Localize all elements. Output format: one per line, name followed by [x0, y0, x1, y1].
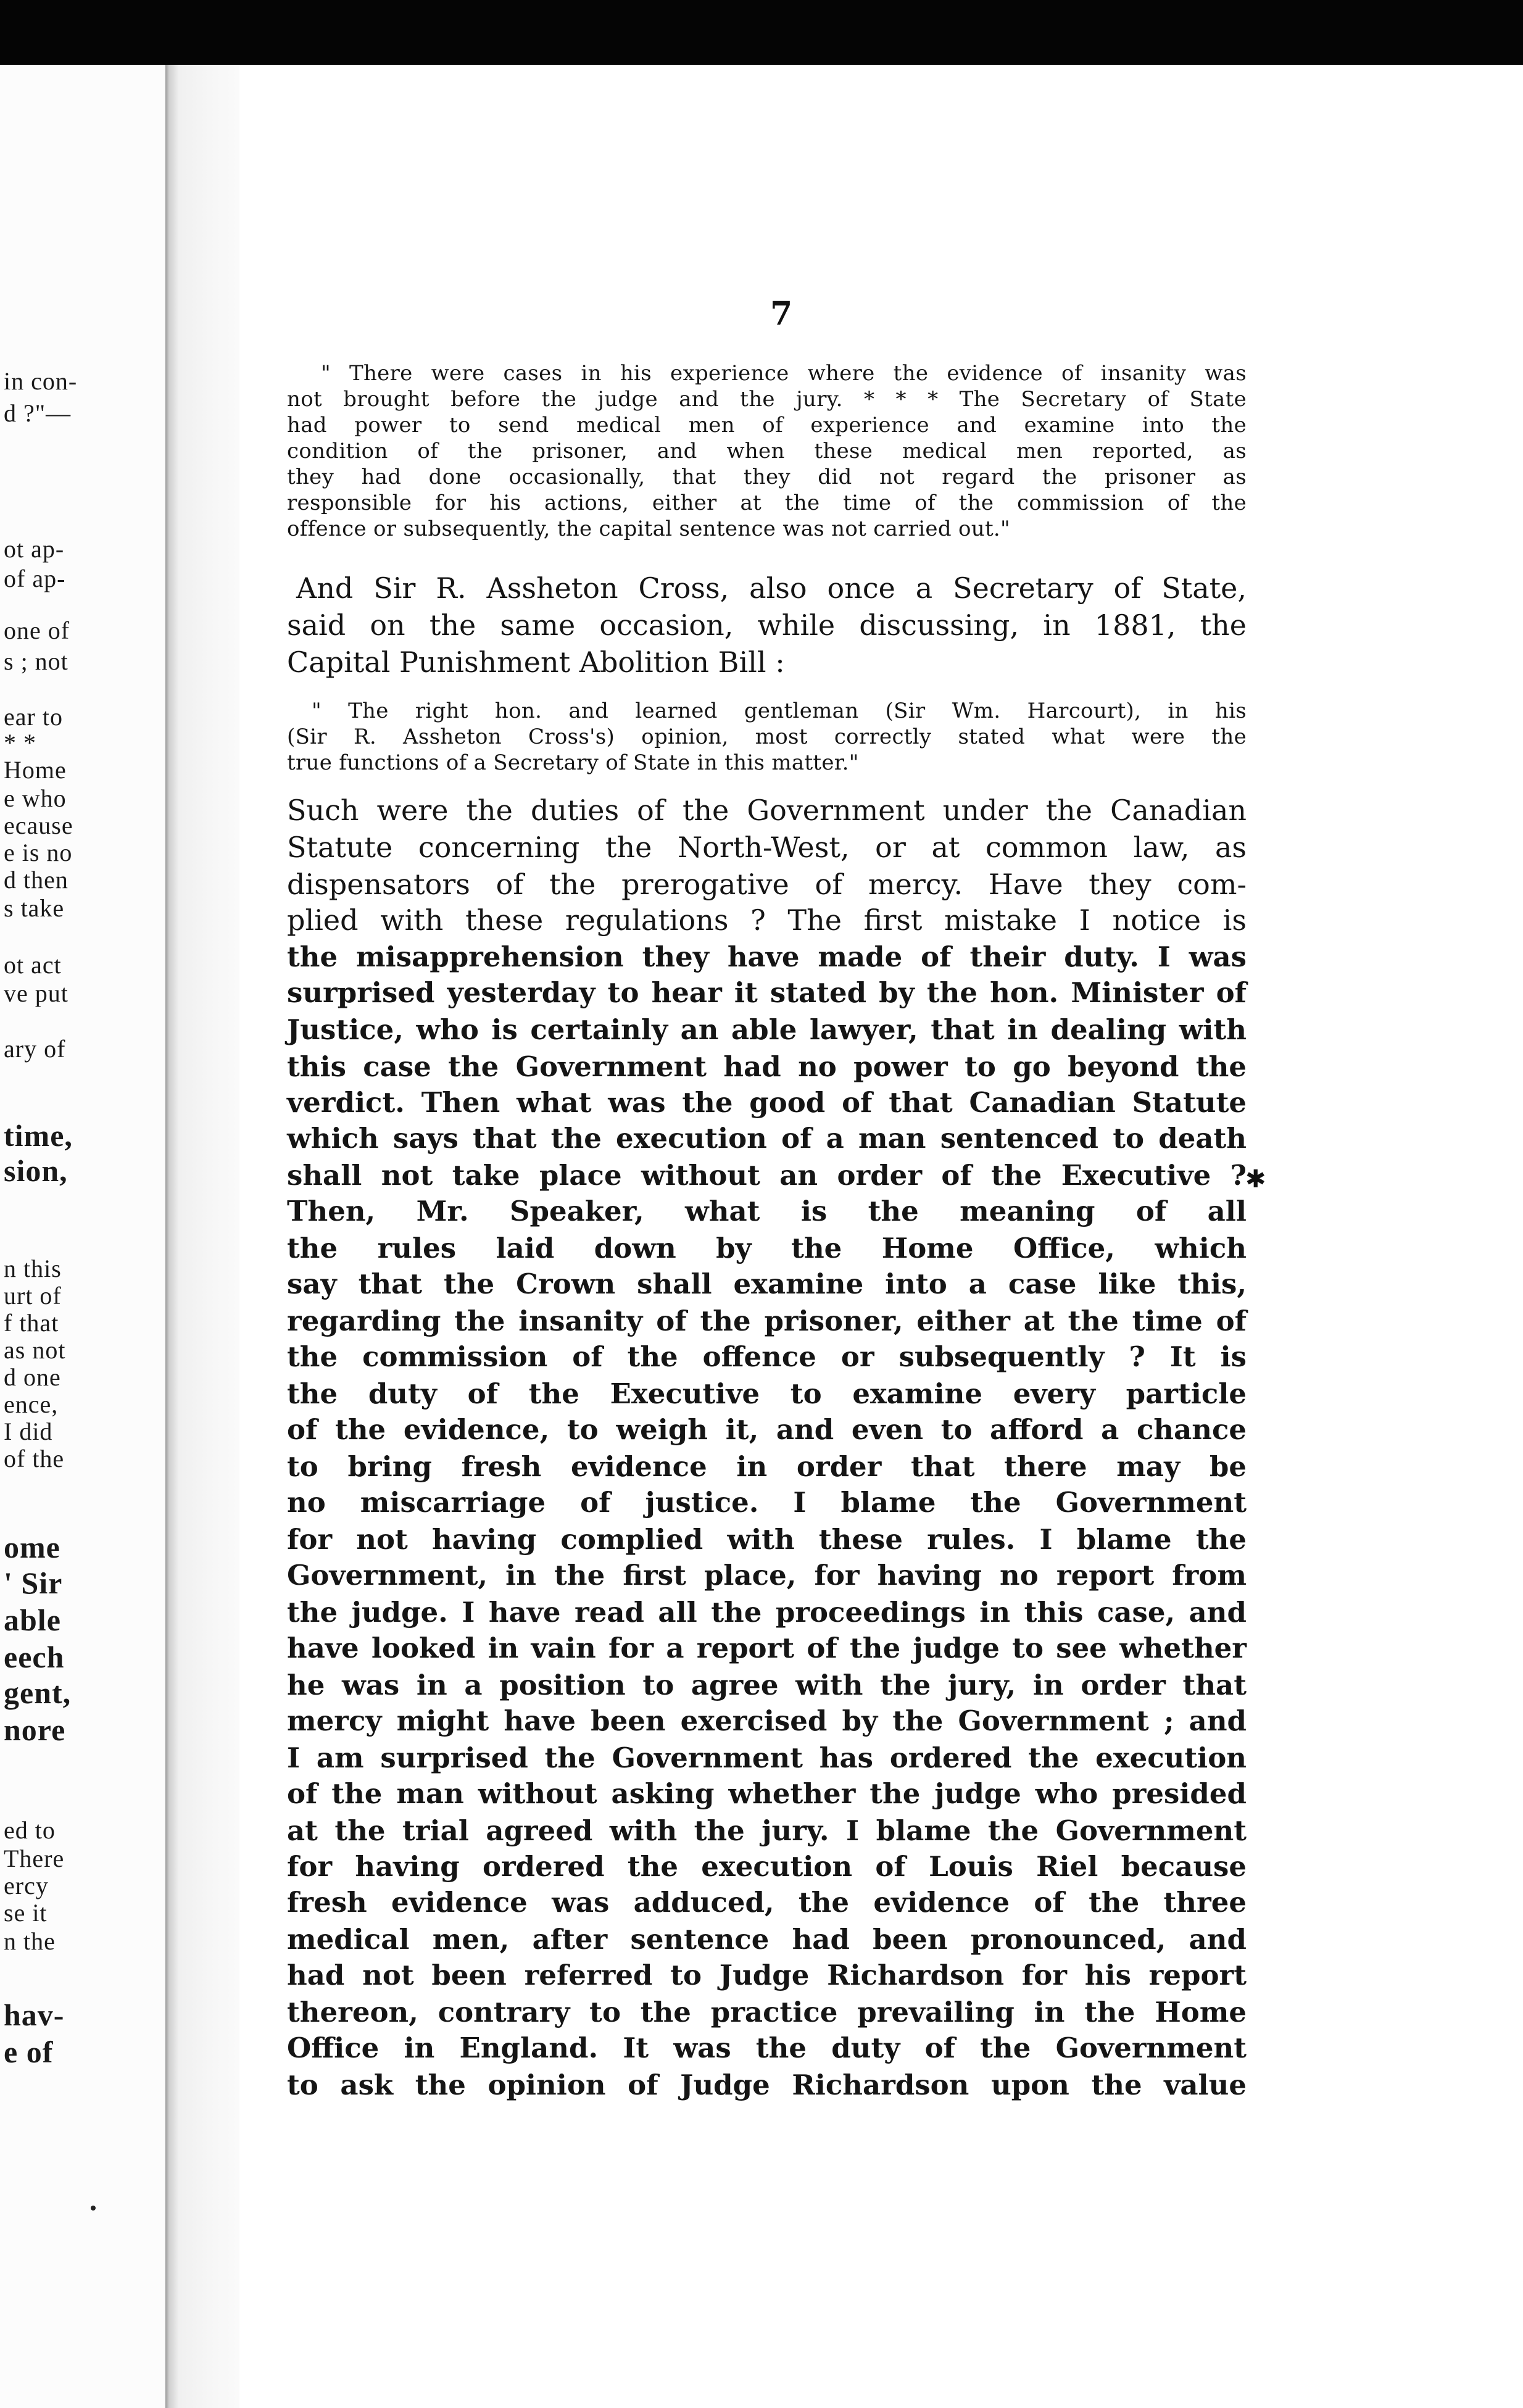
body-text-line: this case the Government had no power to go beyond the [287, 1050, 1247, 1083]
body-text-line: Justice, who is certainly an able lawyer, that in dealing with [287, 1013, 1247, 1046]
margin-dot [91, 2206, 96, 2211]
left-page-fragment: d one [4, 1363, 61, 1391]
body-text-line: dispensators of the prerogative of mercy. Have they com- [287, 868, 1247, 901]
left-page-fragment: able [4, 1603, 61, 1637]
left-page-fragment: ed to [4, 1816, 56, 1844]
body-text-line: thereon, contrary to the practice prevailing in the Home [287, 1996, 1247, 2028]
body-text-line: for not having complied with these rules. I blame the [287, 1523, 1247, 1556]
left-page-fragment: ve put [4, 979, 68, 1007]
body-text-line: say that the Crown shall examine into a case like this, [287, 1268, 1247, 1300]
left-page-fragment: gent, [4, 1675, 72, 1710]
left-page-fragment: ' Sir [4, 1566, 63, 1600]
left-page-fragment: e of [4, 2035, 54, 2069]
left-page-fragment: sion, [4, 1153, 68, 1188]
left-page-fragment: ecause [4, 812, 73, 839]
body-text-line: surprised yesterday to hear it stated by the hon. Minister of [287, 976, 1247, 1009]
body-text-line: Office in England. It was the duty of the Government [287, 2032, 1247, 2064]
body-text-line: said on the same occasion, while discussing, in 1881, the [287, 608, 1247, 642]
body-text-line: shall not take place without an order of the Executive ? [287, 1159, 1247, 1192]
quote-line: condition of the prisoner, and when these medical men reported, as [287, 439, 1247, 463]
left-page-fragment: e is no [4, 839, 73, 866]
quote-line: " The right hon. and learned gentleman (Sir Wm. Harcourt), in his [312, 699, 1247, 723]
quote-line: not brought before the judge and the jury. * * * The Secretary of State [287, 387, 1247, 412]
left-page-fragment: ercy [4, 1872, 49, 1899]
left-page-fragment: of ap- [4, 565, 66, 592]
left-page-fragment: d then [4, 866, 68, 894]
left-page-fragment: time, [4, 1118, 73, 1153]
left-page-fragment: s take [4, 894, 65, 922]
book-fold-shadow [165, 65, 239, 2408]
body-text-line: of the man without asking whether the judge who presided [287, 1777, 1247, 1810]
body-text-line: And Sir R. Assheton Cross, also once a Secretary of State, [296, 571, 1247, 605]
left-page-fragment: hav- [4, 1998, 65, 2032]
left-page-fragment: as not [4, 1336, 66, 1364]
body-text-line: had not been referred to Judge Richardson for his report [287, 1959, 1247, 1991]
left-page-fragment: nore [4, 1713, 66, 1747]
body-text-line: to bring fresh evidence in order that there may be [287, 1450, 1247, 1483]
left-page-fragment: ot act [4, 951, 62, 979]
left-page-fragment: I did [4, 1418, 53, 1445]
left-page-fragment: urt of [4, 1282, 62, 1310]
body-text-line: for having ordered the execution of Louis Riel because [287, 1850, 1247, 1883]
left-page-fragment: eech [4, 1640, 65, 1674]
left-page-fragment: se it [4, 1899, 48, 1927]
body-text-line: the duty of the Executive to examine every particle [287, 1377, 1247, 1410]
body-text-line: Government, in the first place, for having no report from [287, 1559, 1247, 1592]
left-page-fragment: one of [4, 617, 70, 644]
body-text-line: the rules laid down by the Home Office, which [287, 1232, 1247, 1264]
body-text-line: at the trial agreed with the jury. I blame the Government [287, 1814, 1247, 1847]
left-page-fragment: n the [4, 1927, 56, 1955]
left-page-fragment: d ?"— [4, 399, 72, 427]
left-page-fragment: n this [4, 1255, 62, 1282]
body-text-line: verdict. Then what was the good of that Canadian Statute [287, 1086, 1247, 1119]
page-number: 7 [770, 295, 793, 333]
body-text-line: of the evidence, to weigh it, and even to afford a chance [287, 1413, 1247, 1446]
body-text-line: Capital Punishment Abolition Bill : [287, 646, 785, 679]
left-page-fragment: ary of [4, 1035, 66, 1063]
quote-line: " There were cases in his experience where the evidence of insanity was [321, 361, 1247, 386]
body-text-line: the judge. I have read all the proceedings in this case, and [287, 1596, 1247, 1629]
body-text-line: regarding the insanity of the prisoner, either at the time of [287, 1305, 1247, 1337]
body-text-line: which says that the execution of a man sentenced to death [287, 1122, 1247, 1155]
scan-top-border [0, 0, 1523, 65]
quote-line: true functions of a Secretary of State in this matter." [287, 750, 859, 775]
body-text-line: Then, Mr. Speaker, what is the meaning of all [287, 1195, 1247, 1227]
body-text-line: medical men, after sentence had been pronounced, and [287, 1923, 1247, 1956]
body-text-line: have looked in vain for a report of the judge to see whether [287, 1632, 1247, 1664]
body-text-line: no miscarriage of justice. I blame the Government [287, 1486, 1247, 1519]
left-page-fragment: f that [4, 1309, 59, 1337]
quote-line: (Sir R. Assheton Cross's) opinion, most correctly stated what were the [287, 724, 1247, 749]
left-page-fragment: ome [4, 1530, 60, 1564]
left-page-fragment: s ; not [4, 647, 68, 675]
left-page-fragment: ot ap- [4, 535, 65, 563]
body-text-line: he was in a position to agree with the jury, in order that [287, 1669, 1247, 1701]
left-page-fragment: Home [4, 756, 67, 784]
quote-line: they had done occasionally, that they did not regard the prisoner as [287, 465, 1247, 489]
body-text-line: the commission of the offence or subsequently ? It is [287, 1340, 1247, 1373]
left-page-edge [0, 65, 165, 2408]
body-text-line: Statute concerning the North-West, or at common law, as [287, 831, 1247, 864]
left-page-fragment: e who [4, 784, 67, 812]
left-page-fragment: in con- [4, 367, 78, 395]
body-text-line: the misapprehension they have made of their duty. I was [287, 940, 1247, 973]
body-text-line: fresh evidence was adduced, the evidence of the three [287, 1886, 1247, 1919]
quote-line: responsible for his actions, either at the time of the commission of the [287, 491, 1247, 515]
left-page-fragment: There [4, 1845, 65, 1872]
body-text-line: plied with these regulations ? The first mistake I notice is [287, 903, 1247, 937]
body-text-line: I am surprised the Government has ordered the execution [287, 1742, 1247, 1774]
left-page-fragment: of the [4, 1445, 65, 1472]
body-text-line: mercy might have been exercised by the Government ; and [287, 1704, 1247, 1737]
left-page-fragment: ear to [4, 703, 63, 731]
quote-line: had power to send medical men of experience and examine into the [287, 413, 1247, 438]
body-text-line: Such were the duties of the Government under the Canadian [287, 794, 1247, 827]
left-page-fragment: ence, [4, 1390, 59, 1418]
left-page-fragment: * * [4, 729, 36, 757]
margin-mark: ✱ [1245, 1165, 1266, 1194]
body-text-line: to ask the opinion of Judge Richardson upon the value [287, 2069, 1247, 2101]
quote-line: offence or subsequently, the capital sentence was not carried out." [287, 517, 1010, 541]
